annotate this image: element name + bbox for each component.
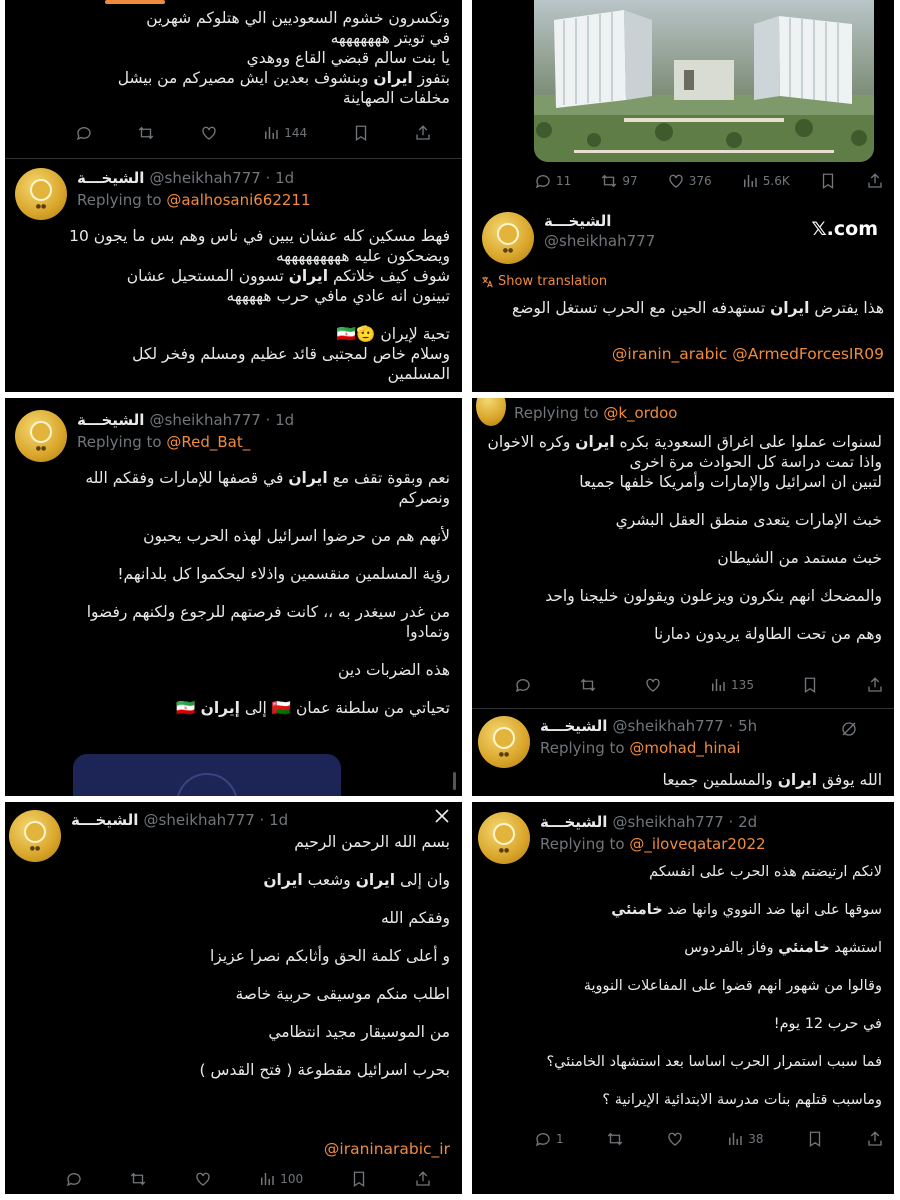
share-button[interactable] bbox=[866, 172, 884, 190]
heart-icon bbox=[666, 1130, 684, 1148]
retweet-icon bbox=[600, 172, 618, 190]
x-logo-icon[interactable] bbox=[434, 808, 450, 824]
tweet-text-3: نعم وبقوة تقف مع ايران في قصفها للإمارات وفقكم الله ونصركم لأنهم هم من حرضوا اسرائيل لهذه الحرب يحبون رؤية المسلمين منقسمين واذلاء ليحكموا كل بلدانهم! من غدر سيغدر به ،، كانت فرصتهم للرجوع ولكنهم رفضوا وتمادوا هذه الضربات دين تحياتي من سلطنة عمان 🇴🇲 إلى إيران 🇮🇷 bbox=[85, 469, 450, 717]
heart-icon bbox=[667, 172, 685, 190]
bookmark-button[interactable] bbox=[801, 676, 819, 694]
mention-link[interactable]: @iraninarabic_ir bbox=[323, 1140, 450, 1158]
bookmark-icon bbox=[819, 172, 837, 190]
tweet-panel-2 bbox=[472, 0, 894, 392]
reply-button[interactable] bbox=[514, 676, 532, 694]
x-com-brand: 𝕏.com bbox=[811, 218, 878, 240]
display-name[interactable]: الشيخـــة bbox=[77, 169, 145, 187]
tweet-header-4b bbox=[478, 716, 757, 768]
reply-button[interactable] bbox=[75, 124, 93, 142]
retweet-button[interactable] bbox=[579, 676, 597, 694]
retweet-icon bbox=[579, 676, 597, 694]
replying-to: Replying to @aalhosani662211 bbox=[77, 191, 311, 209]
replying-to: Replying to @Red_Bat_ bbox=[77, 433, 251, 451]
display-name[interactable]: الشيخـــة bbox=[540, 717, 608, 735]
tweet-header-2 bbox=[482, 212, 655, 264]
tweet-media-preview[interactable] bbox=[73, 754, 341, 796]
bookmark-button[interactable] bbox=[350, 1170, 368, 1188]
share-icon bbox=[414, 1170, 432, 1188]
tweet-header-1 bbox=[15, 168, 311, 220]
views-icon bbox=[262, 124, 280, 142]
show-translation-button[interactable]: Show translation bbox=[480, 274, 607, 289]
like-button[interactable] bbox=[666, 1130, 684, 1148]
bookmark-button[interactable] bbox=[806, 1130, 824, 1148]
views-icon bbox=[258, 1170, 276, 1188]
bookmark-button[interactable] bbox=[819, 172, 837, 190]
tweet-image-architecture[interactable] bbox=[534, 0, 874, 162]
tweet-panel-4 bbox=[472, 398, 894, 796]
share-button[interactable] bbox=[414, 1170, 432, 1188]
mentions[interactable]: @iranin_arabic @ArmedForcesIR09 bbox=[611, 345, 884, 363]
heart-icon bbox=[200, 124, 218, 142]
share-icon bbox=[414, 124, 432, 142]
replying-to: Replying to @_iloveqatar2022 bbox=[540, 835, 766, 853]
tweet-actions-6 bbox=[534, 1130, 884, 1148]
bookmark-icon bbox=[806, 1130, 824, 1148]
tweet-text-6: لانكم ارتيضتم هذه الحرب على انفسكم سوقها على انها ضد النووي وانها ضد خامنئي استشهد خامنئي وفاز بالفردوس وقالوا من شهور انهم قضوا على المفاعلات النووية في حرب 12 يوم! فما سبب استمرار الحرب اساسا بعد استشهاد الخامنئي؟ وماسبب قتلهم بنات مدرسة الابتدائية الإيرانية ؟ bbox=[546, 864, 882, 1108]
retweet-button[interactable] bbox=[606, 1130, 624, 1148]
emblem-icon bbox=[73, 754, 341, 796]
tweet-actions-1 bbox=[75, 124, 432, 142]
replying-to: Replying to @k_ordoo bbox=[514, 404, 678, 422]
bookmark-button[interactable] bbox=[352, 124, 370, 142]
retweet-icon bbox=[137, 124, 155, 142]
tweet-actions-2 bbox=[534, 172, 884, 190]
views-icon bbox=[741, 172, 759, 190]
retweet-button[interactable] bbox=[129, 1170, 147, 1188]
retweet-button[interactable] bbox=[137, 124, 155, 142]
tweet-text-4: لسنوات عملوا على اغراق السعودية بكره ايران وكره الاخوان واذا تمت دراسة كل الحوادث مرة اخرى لتبين ان اسرائيل والإمارات وأمريكا خلفها جميعا خبث الإمارات يتعدى منطق العقل البشري خبث مستمد من الشيطان والمضحك انهم ينكرون ويزعلون ويقولون خليجنا واحد وهم من تحت الطاولة يريدون دمارنا bbox=[487, 433, 882, 643]
tweet-text-5: بسم الله الرحمن الرحيم وان إلى ايران وشعب ايران وفقكم الله و أعلى كلمة الحق وأثابكم نصرا عزيزا اطلب منكم موسيقى حربية خاصة من الموسيقار مجيد انتظامي بحرب اسرائيل مقطوعة ( فتح القدس ) bbox=[199, 833, 450, 1079]
display-name[interactable]: الشيخـــة bbox=[544, 212, 612, 230]
tweet-header-3 bbox=[15, 410, 294, 462]
architecture-illustration bbox=[534, 0, 874, 162]
avatar[interactable]: ●● bbox=[478, 716, 530, 768]
display-name[interactable]: الشيخـــة bbox=[540, 813, 608, 831]
views-button[interactable]: 144 bbox=[262, 124, 307, 142]
bookmark-icon bbox=[801, 676, 819, 694]
handle[interactable]: @sheikhah777 · 1d bbox=[149, 169, 295, 187]
tweet-text-top: وتكسرون خشوم السعوديين الي هتلوكم شهرين في تويتر هههههههه يا بنت سالم قبضي القاع ووهدي بتفوز ايران وبنشوف بعدين ايش مصيركم من بيشل مخلفات الصهاينة bbox=[117, 9, 450, 107]
views-button[interactable]: 38 bbox=[726, 1130, 763, 1148]
tweet-panel-1 bbox=[5, 0, 462, 392]
like-button[interactable]: 376 bbox=[667, 172, 712, 190]
handle[interactable]: @sheikhah777 · 2d bbox=[612, 813, 758, 831]
share-button[interactable] bbox=[414, 124, 432, 142]
share-icon bbox=[866, 676, 884, 694]
replying-to: Replying to @mohad_hinai bbox=[540, 739, 741, 757]
bookmark-icon bbox=[352, 124, 370, 142]
avatar[interactable]: ●● bbox=[482, 212, 534, 264]
grok-icon[interactable] bbox=[840, 720, 858, 738]
reply-icon bbox=[75, 124, 93, 142]
share-button[interactable] bbox=[866, 1130, 884, 1148]
bookmark-icon bbox=[350, 1170, 368, 1188]
reply-icon bbox=[534, 1130, 552, 1148]
views-button[interactable]: 135 bbox=[709, 676, 754, 694]
reply-icon bbox=[65, 1170, 83, 1188]
retweet-icon bbox=[129, 1170, 147, 1188]
like-button[interactable] bbox=[194, 1170, 212, 1188]
share-icon bbox=[866, 172, 884, 190]
like-button[interactable] bbox=[200, 124, 218, 142]
avatar[interactable]: ●● bbox=[478, 812, 530, 864]
reply-button[interactable] bbox=[65, 1170, 83, 1188]
share-button[interactable] bbox=[866, 676, 884, 694]
tweet-panel-3 bbox=[5, 398, 462, 796]
handle[interactable]: @sheikhah777 · 1d bbox=[143, 811, 289, 829]
divider bbox=[472, 708, 894, 709]
avatar-partial[interactable] bbox=[476, 398, 506, 426]
tweet-text-4b: الله يوفق ايران والمسلمين جميعا bbox=[662, 771, 882, 789]
tweet-text-2: هذا يفترض ايران تستهدفه الحين مع الحرب تستغل الوضع bbox=[511, 299, 884, 317]
views-icon bbox=[709, 676, 727, 694]
handle[interactable]: @sheikhah777 bbox=[544, 232, 656, 250]
retweet-button[interactable]: 97 bbox=[600, 172, 637, 190]
reply-button[interactable]: 1 bbox=[534, 1130, 564, 1148]
handle[interactable]: @sheikhah777 · 5h bbox=[612, 717, 758, 735]
translate-icon bbox=[480, 275, 494, 289]
tweet-text-1: فهط مسكين كله عشان يبين في ناس وهم بس ما يجون 10 ويضحكون عليه هههههههههه شوف كيف خلاتكم ايران تسوون المستحيل عشان تبينون انه عادي مافي حرب هههههه تحية لإيران 🫡🇮🇷 وسلام خاص لمجتبى قائد عظيم ومسلم وفخر لكل المسلمين bbox=[69, 227, 450, 383]
tweet-actions-4 bbox=[514, 676, 884, 694]
scrollbar[interactable] bbox=[453, 772, 456, 790]
avatar[interactable]: ●● bbox=[15, 410, 67, 462]
like-button[interactable] bbox=[644, 676, 662, 694]
avatar[interactable]: ●● bbox=[9, 810, 61, 862]
heart-icon bbox=[644, 676, 662, 694]
heart-icon bbox=[194, 1170, 212, 1188]
tweet-actions-5 bbox=[65, 1170, 432, 1188]
share-icon bbox=[866, 1130, 884, 1148]
display-name[interactable]: الشيخـــة bbox=[77, 411, 145, 429]
reply-icon bbox=[534, 172, 552, 190]
reply-button[interactable]: 11 bbox=[534, 172, 571, 190]
tweet-panel-5 bbox=[5, 802, 462, 1194]
retweet-icon bbox=[606, 1130, 624, 1148]
views-icon bbox=[726, 1130, 744, 1148]
reply-icon bbox=[514, 676, 532, 694]
avatar[interactable]: ●● bbox=[15, 168, 67, 220]
progress-indicator bbox=[105, 0, 165, 4]
views-button[interactable]: 5.6K bbox=[741, 172, 790, 190]
handle[interactable]: @sheikhah777 · 1d bbox=[149, 411, 295, 429]
views-button[interactable]: 100 bbox=[258, 1170, 303, 1188]
display-name[interactable]: الشيخـــة bbox=[71, 811, 139, 829]
tweet-header-6 bbox=[478, 812, 766, 864]
tweet-panel-6 bbox=[472, 802, 894, 1194]
divider bbox=[5, 158, 462, 159]
